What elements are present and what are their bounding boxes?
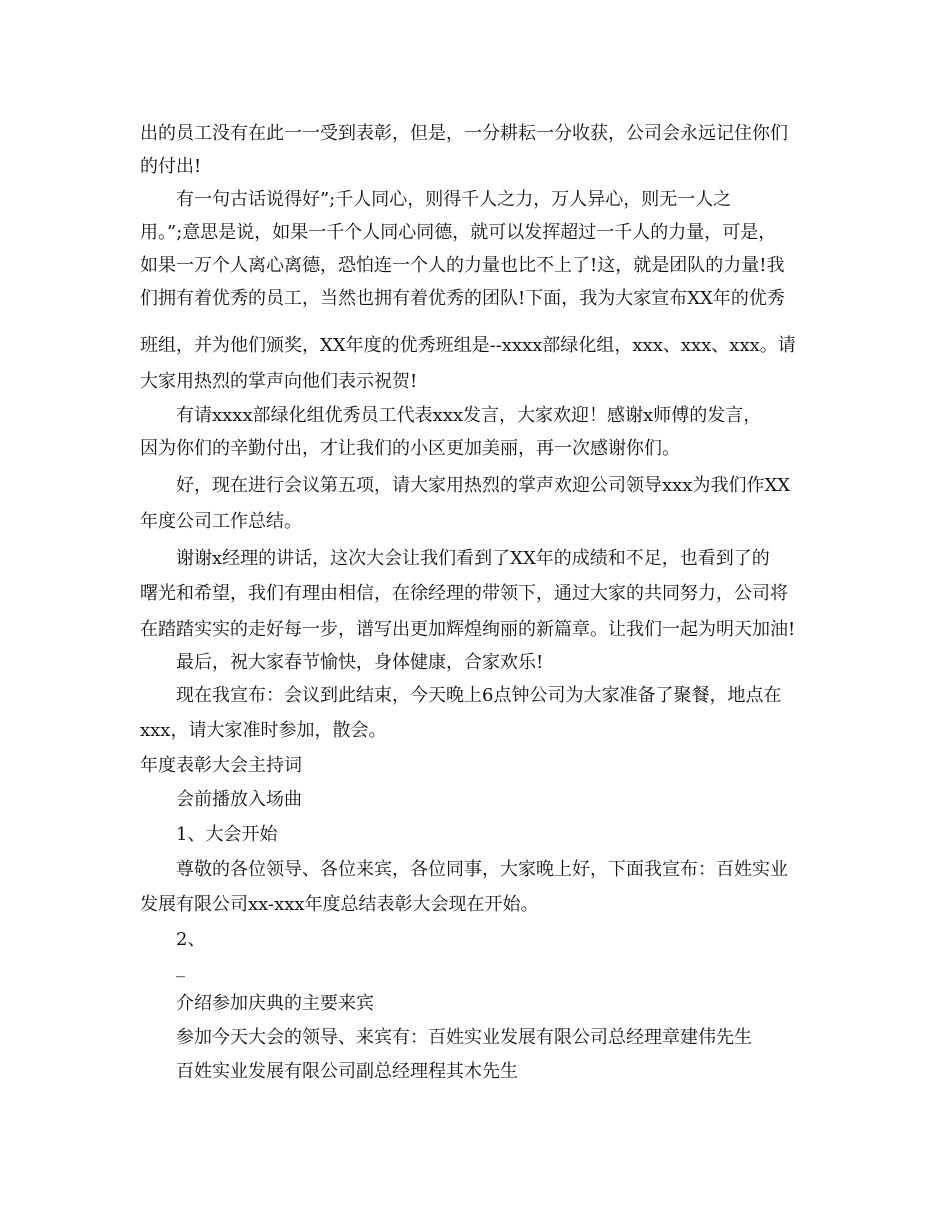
- text-line: 出的员工没有在此一一受到表彰，但是，一分耕耘一分收获，公司会永远记住你们: [140, 123, 788, 144]
- text-line: 谢谢x经理的讲话，这次大会让我们看到了XX年的成绩和不足，也看到了的: [176, 548, 770, 569]
- text-line: _: [176, 957, 185, 978]
- text-line: 大家用热烈的掌声向他们表示祝贺!: [140, 371, 418, 392]
- text-line: 2、: [176, 929, 206, 950]
- text-line: 的付出!: [140, 156, 202, 177]
- text-line: 用。”;意思是说，如果一千个人同心同德，就可以发挥超过一千人的力量，可是，: [140, 222, 777, 243]
- text-line: xxx，请大家准时参加，散会。: [140, 720, 387, 741]
- text-line: 如果一万个人离心离德，恐怕连一个人的力量也比不上了!这，就是团队的力量!我: [140, 255, 785, 276]
- text-line: 尊敬的各位领导、各位来宾，各位同事，大家晚上好，下面我宣布：百姓实业: [176, 859, 788, 880]
- text-line: 有一句古话说得好”;千人同心，则得千人之力，万人异心，则无一人之: [176, 189, 732, 210]
- text-line: 有请xxxx部绿化组优秀员工代表xxx发言，大家欢迎！感谢x师傅的发言，: [176, 405, 762, 426]
- text-line: 介绍参加庆典的主要来宾: [176, 993, 374, 1014]
- text-line: 1、大会开始: [176, 824, 278, 845]
- text-line: 会前播放入场曲: [176, 789, 302, 810]
- text-line: 百姓实业发展有限公司副总经理程其木先生: [176, 1061, 518, 1082]
- text-line: 最后，祝大家春节愉快，身体健康，合家欢乐!: [176, 652, 544, 673]
- text-line: 参加今天大会的领导、来宾有：百姓实业发展有限公司总经理章建伟先生: [176, 1027, 752, 1048]
- text-line: 发展有限公司xx-xxx年度总结表彰大会现在开始。: [140, 894, 539, 915]
- text-line: 曙光和希望，我们有理由相信，在徐经理的带领下，通过大家的共同努力，公司将: [140, 583, 788, 604]
- text-line: 在踏踏实实的走好每一步，谱写出更加辉煌绚丽的新篇章。让我们一起为明天加油!: [140, 619, 796, 640]
- text-line: 因为你们的辛勤付出，才让我们的小区更加美丽，再一次感谢你们。: [140, 438, 680, 459]
- text-line: 年度表彰大会主持词: [140, 755, 302, 776]
- text-line: 现在我宣布：会议到此结束，今天晚上6点钟公司为大家准备了聚餐，地点在: [176, 685, 782, 706]
- text-line: 好，现在进行会议第五项，请大家用热烈的掌声欢迎公司领导xxx为我们作XX: [176, 475, 791, 496]
- text-line: 班组，并为他们颁奖，XX年度的优秀班组是--xxxx部绿化组，xxx、xxx、xxx。请: [140, 335, 796, 356]
- text-line: 们拥有着优秀的员工，当然也拥有着优秀的团队!下面，我为大家宣布XX年的优秀: [140, 288, 785, 309]
- text-line: 年度公司工作总结。: [140, 511, 302, 532]
